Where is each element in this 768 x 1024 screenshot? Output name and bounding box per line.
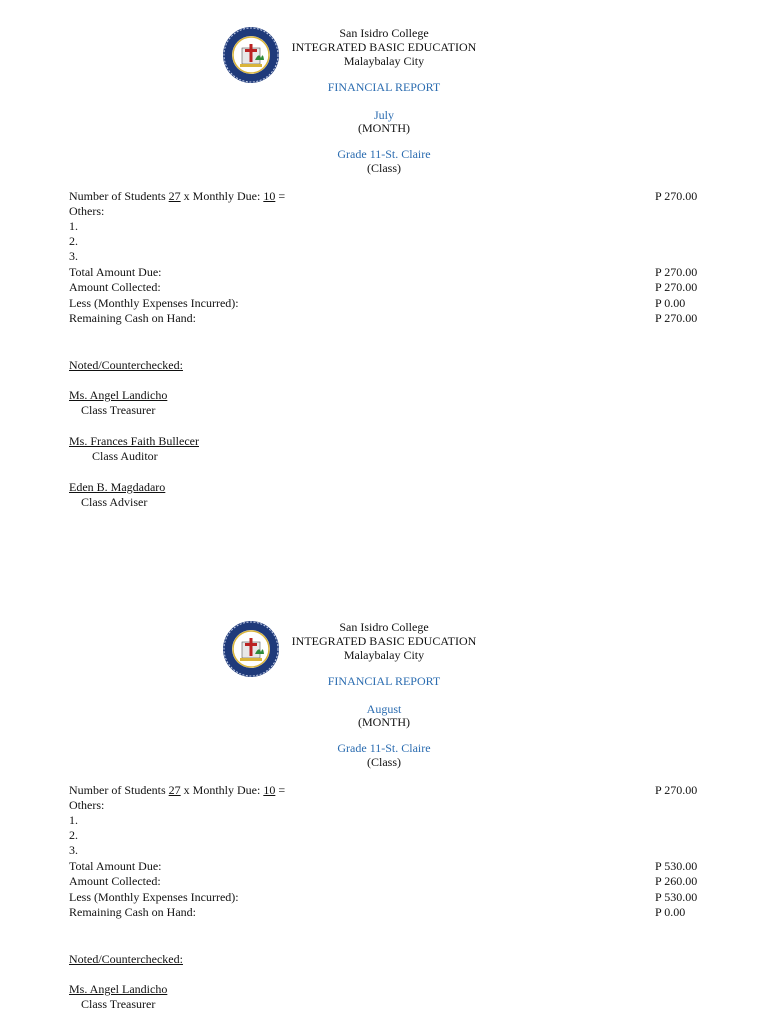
school-unit: INTEGRATED BASIC EDUCATION: [291, 634, 477, 648]
collected-amount: P 260.00: [655, 874, 698, 888]
remaining-amount: P 270.00: [655, 311, 698, 325]
students-line: Number of Students 27 x Monthly Due: 10 =: [69, 189, 286, 203]
total-due-amount: P 530.00: [655, 859, 698, 873]
collected-label: Amount Collected:: [69, 874, 161, 888]
expenses-label: Less (Monthly Expenses Incurred):: [69, 296, 239, 310]
total-due-amount: P 270.00: [655, 265, 698, 279]
treasurer-role: Class Treasurer: [81, 997, 156, 1011]
class-caption: (Class): [367, 755, 401, 769]
auditor-name: Ms. Frances Faith Bullecer: [69, 434, 199, 448]
treasurer-name: Ms. Angel Landicho: [69, 388, 168, 402]
school-city: Malaybalay City: [343, 54, 425, 68]
students-line: Number of Students 27 x Monthly Due: 10 =: [69, 783, 286, 797]
collected-label: Amount Collected:: [69, 280, 161, 294]
report-title: FINANCIAL REPORT: [327, 674, 441, 688]
report-class: Grade 11-St. Claire: [337, 741, 431, 755]
other-item-3: 3.: [69, 249, 78, 263]
month-caption: (MONTH): [358, 715, 410, 729]
class-caption: (Class): [367, 161, 401, 175]
auditor-role: Class Auditor: [92, 449, 158, 463]
school-unit: INTEGRATED BASIC EDUCATION: [291, 40, 477, 54]
total-due-label: Total Amount Due:: [69, 859, 162, 873]
adviser-name: Eden B. Magdadaro: [69, 480, 166, 494]
other-item-2: 2.: [69, 828, 78, 842]
collected-amount: P 270.00: [655, 280, 698, 294]
remaining-amount: P 0.00: [655, 905, 686, 919]
treasurer-role: Class Treasurer: [81, 403, 156, 417]
school-name: San Isidro College: [339, 26, 429, 40]
noted-label: Noted/Counterchecked:: [69, 952, 183, 966]
other-item-1: 1.: [69, 813, 78, 827]
remaining-label: Remaining Cash on Hand:: [69, 311, 196, 325]
students-count: 27: [168, 189, 181, 203]
others-label: Others:: [69, 798, 105, 812]
subtotal-amount: P 270.00: [655, 783, 698, 797]
other-item-3: 3.: [69, 843, 78, 857]
noted-label: Noted/Counterchecked:: [69, 358, 183, 372]
report-month: July: [373, 108, 394, 122]
students-count: 27: [168, 783, 181, 797]
monthly-due: 10: [263, 783, 276, 797]
expenses-amount: P 0.00: [655, 296, 686, 310]
report-class: Grade 11-St. Claire: [337, 147, 431, 161]
school-name: San Isidro College: [339, 620, 429, 634]
others-label: Others:: [69, 204, 105, 218]
expenses-label: Less (Monthly Expenses Incurred):: [69, 890, 239, 904]
subtotal-amount: P 270.00: [655, 189, 698, 203]
total-due-label: Total Amount Due:: [69, 265, 162, 279]
treasurer-name: Ms. Angel Landicho: [69, 982, 168, 996]
other-item-2: 2.: [69, 234, 78, 248]
report-month: August: [366, 702, 402, 716]
adviser-role: Class Adviser: [81, 495, 148, 509]
school-city: Malaybalay City: [343, 648, 425, 662]
monthly-due: 10: [263, 189, 276, 203]
other-item-1: 1.: [69, 219, 78, 233]
report-title: FINANCIAL REPORT: [327, 80, 441, 94]
remaining-label: Remaining Cash on Hand:: [69, 905, 196, 919]
expenses-amount: P 530.00: [655, 890, 698, 904]
month-caption: (MONTH): [358, 121, 410, 135]
